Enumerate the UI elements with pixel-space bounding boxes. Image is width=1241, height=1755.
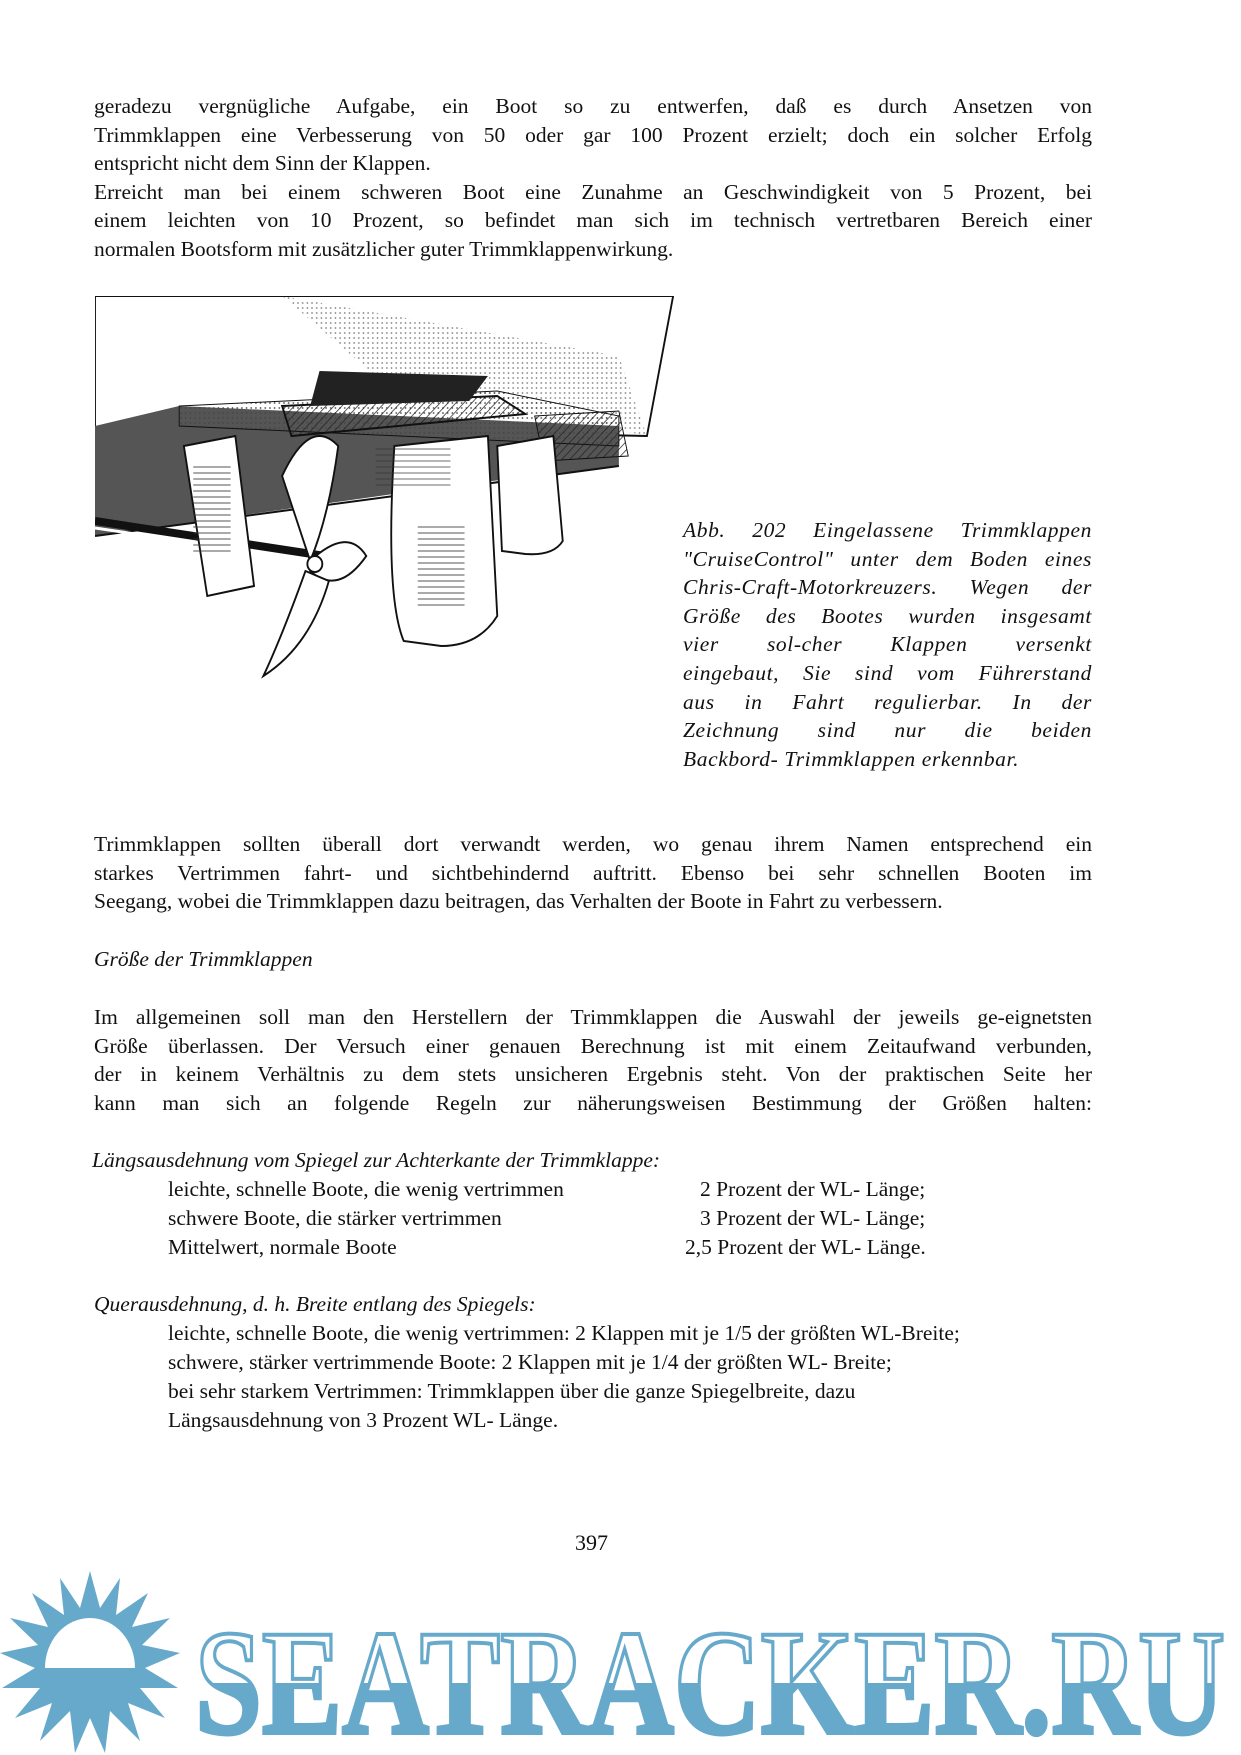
text-line: entspricht nicht dem Sinn der Klappen. [94, 151, 431, 176]
caption-line: vier sol-cher Klappen versenkt [683, 632, 1092, 657]
figure-caption [683, 516, 1092, 773]
text-line: kann man sich an folgende Regeln zur näherungsweisen Bestimmung der Größen halten: [94, 1090, 1092, 1115]
text-line: Im allgemeinen soll man den Herstellern der Trimmklappen die Auswahl der jeweils ge-eignetsten [94, 1005, 1092, 1029]
watermark-text: SEATRACKER.RU [195, 1600, 1225, 1755]
quer-line: schwere, stärker vertrimmende Boote: 2 Klappen mit je 1/4 der größten WL- Breite; [168, 1350, 892, 1374]
paragraph-2 [94, 830, 1092, 916]
text-line: Größe überlassen. Der Versuch einer genauen Berechnung ist mit einem Zeitaufwand verbunden, [94, 1033, 1092, 1058]
text-line: Trimmklappen sollten überall dort verwandt werden, wo genau ihrem Namen entsprechend ein [94, 832, 1092, 856]
text-line: Seegang, wobei die Trimmklappen dazu beitragen, das Verhalten der Boote in Fahrt zu verbessern. [94, 889, 943, 914]
trim-tab-illustration [95, 296, 675, 712]
text-line: einem leichten von 10 Prozent, so befindet man sich im technisch vertretbaren Bereich einer [94, 208, 1092, 233]
caption-line: eingebaut, Sie sind vom Führerstand [683, 660, 1092, 685]
page-number: 397 [575, 1530, 608, 1555]
laengs-row-label: Mittelwert, normale Boote [168, 1235, 397, 1259]
quer-line: Längsausdehnung von 3 Prozent WL- Länge. [168, 1408, 559, 1432]
sun-icon [0, 1571, 180, 1753]
laengs-heading: Längsausdehnung vom Spiegel zur Achterkante der Trimmklappe: [92, 1148, 661, 1172]
quer-heading: Querausdehnung, d. h. Breite entlang des Spiegels: [94, 1292, 536, 1316]
paragraph-1 [94, 92, 1092, 264]
caption-line: Größe des Bootes wurden insgesamt [683, 603, 1092, 628]
caption-line: "CruiseControl" unter dem Boden eines [683, 546, 1092, 571]
text-line: geradezu vergnügliche Aufgabe, ein Boot so zu entwerfen, daß es durch Ansetzen von [94, 94, 1092, 118]
caption-line: aus in Fahrt regulierbar. In der [683, 689, 1092, 714]
section-heading: Größe der Trimmklappen [94, 947, 313, 971]
laengs-row-value: 2 Prozent der WL- Länge; [700, 1177, 926, 1201]
text-line: Trimmklappen eine Verbesserung von 50 oder gar 100 Prozent erzielt; doch ein solcher Erfolg [94, 122, 1092, 147]
laengs-row-label: schwere Boote, die stärker vertrimmen [168, 1206, 502, 1230]
text-line: der in keinem Verhältnis zu dem stets unsicheren Ergebnis steht. Von der praktischen Seite her [94, 1062, 1092, 1087]
caption-line: Backbord- Trimmklappen erkennbar. [683, 746, 1020, 771]
quer-line: bei sehr starkem Vertrimmen: Trimmklappen über die ganze Spiegelbreite, dazu [168, 1379, 856, 1403]
text-line: starkes Vertrimmen fahrt- und sichtbehindernd auftritt. Ebenso bei sehr schnellen Booten im [94, 860, 1092, 885]
caption-line: Chris-Craft-Motorkreuzers. Wegen der [683, 575, 1092, 600]
caption-line: Zeichnung sind nur die beiden [683, 718, 1092, 743]
laengs-row-label: leichte, schnelle Boote, die wenig vertrimmen [168, 1177, 564, 1201]
seatracker-watermark-logo [0, 1568, 1241, 1755]
text-line: Erreicht man bei einem schweren Boot eine Zunahme an Geschwindigkeit von 5 Prozent, bei [94, 179, 1092, 204]
caption-line: Abb. 202 Eingelassene Trimmklappen [683, 518, 1092, 542]
laengs-row-value: 2,5 Prozent der WL- Länge. [685, 1235, 926, 1259]
laengs-row-value: 3 Prozent der WL- Länge; [700, 1206, 926, 1230]
quer-line: leichte, schnelle Boote, die wenig vertrimmen: 2 Klappen mit je 1/5 der größten WL-Breite; [168, 1321, 960, 1345]
text-line: normalen Bootsform mit zusätzlicher guter Trimmklappenwirkung. [94, 236, 674, 261]
paragraph-3 [94, 1003, 1092, 1117]
